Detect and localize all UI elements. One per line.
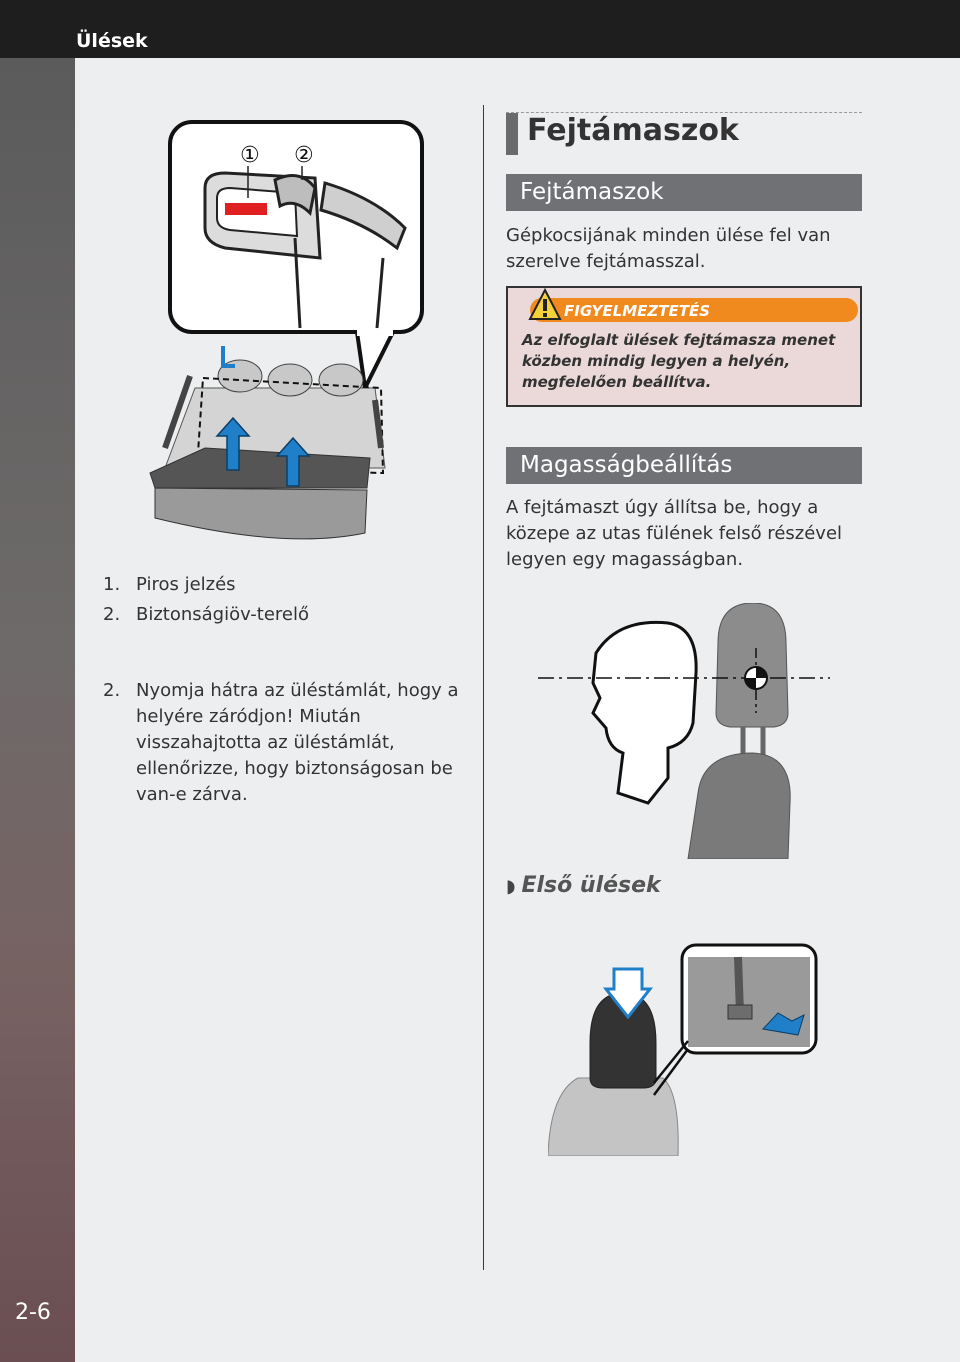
inset-pointer-cover xyxy=(357,326,393,336)
headrest-height-figure xyxy=(538,603,830,859)
headrest-right xyxy=(319,364,363,396)
seat-back-shape xyxy=(688,753,790,859)
seat-base xyxy=(155,488,367,539)
warning-text: Az elfoglalt ülések fejtámasza menet közben mindig legyen a helyén, megfelelően beállítva. xyxy=(522,331,836,391)
warning-box xyxy=(506,286,862,407)
section-marker xyxy=(506,113,518,155)
legend-item xyxy=(103,600,309,630)
legend-item xyxy=(103,570,309,600)
column-divider xyxy=(483,105,484,1270)
inset-leader-lines xyxy=(654,1041,688,1095)
front-seats-heading xyxy=(506,873,661,898)
height-paragraph: A fejtámaszt úgy állítsa be, hogy a közepe az utas fülének felső részével legyen egy magasságban. xyxy=(506,497,843,570)
chapter-title: Ülések xyxy=(76,30,148,52)
legend-text: Piros jelzés xyxy=(136,574,236,595)
headrest-center xyxy=(268,364,312,396)
legend-num: 2. xyxy=(103,604,121,625)
headrest-shape xyxy=(716,603,788,727)
step-number: 2. xyxy=(103,680,121,701)
detail-release-button xyxy=(728,1005,752,1019)
callout-1: ① xyxy=(240,143,260,168)
legend-num: 1. xyxy=(103,574,121,595)
red-mark xyxy=(225,203,267,215)
page-header-bar xyxy=(0,0,960,58)
triangle-bullet-icon: ◗ xyxy=(506,876,516,897)
warning-label: FIGYELMEZTETÉS xyxy=(564,302,711,320)
occupant-head xyxy=(593,622,696,803)
front-seat-figure xyxy=(548,943,820,1156)
rear-seat-figure xyxy=(145,118,430,550)
section-title: Fejtámaszok xyxy=(527,113,739,148)
subsection-heading-height: Magasságbeállítás xyxy=(506,447,862,484)
headrests-paragraph: Gépkocsijának minden ülése fel van szerelve fejtámasszal. xyxy=(506,225,831,272)
decorative-side-strip xyxy=(0,58,75,1362)
figure-legend xyxy=(103,570,309,630)
step-text: Nyomja hátra az üléstámlát, hogy a helyére záródjon! Miután visszahajtotta az üléstámlát, ellenőrizze, hogy biztonságosan be van-e zárva. xyxy=(136,680,459,805)
subsection-heading-headrests: Fejtámaszok xyxy=(506,174,862,211)
warning-triangle-icon xyxy=(528,288,562,322)
legend-text: Biztonságiöv-terelő xyxy=(136,604,310,625)
callout-2: ② xyxy=(294,143,314,168)
instruction-step xyxy=(103,678,463,808)
page-number: 2-6 xyxy=(15,1300,51,1325)
front-seats-label: Első ülések xyxy=(521,873,661,898)
